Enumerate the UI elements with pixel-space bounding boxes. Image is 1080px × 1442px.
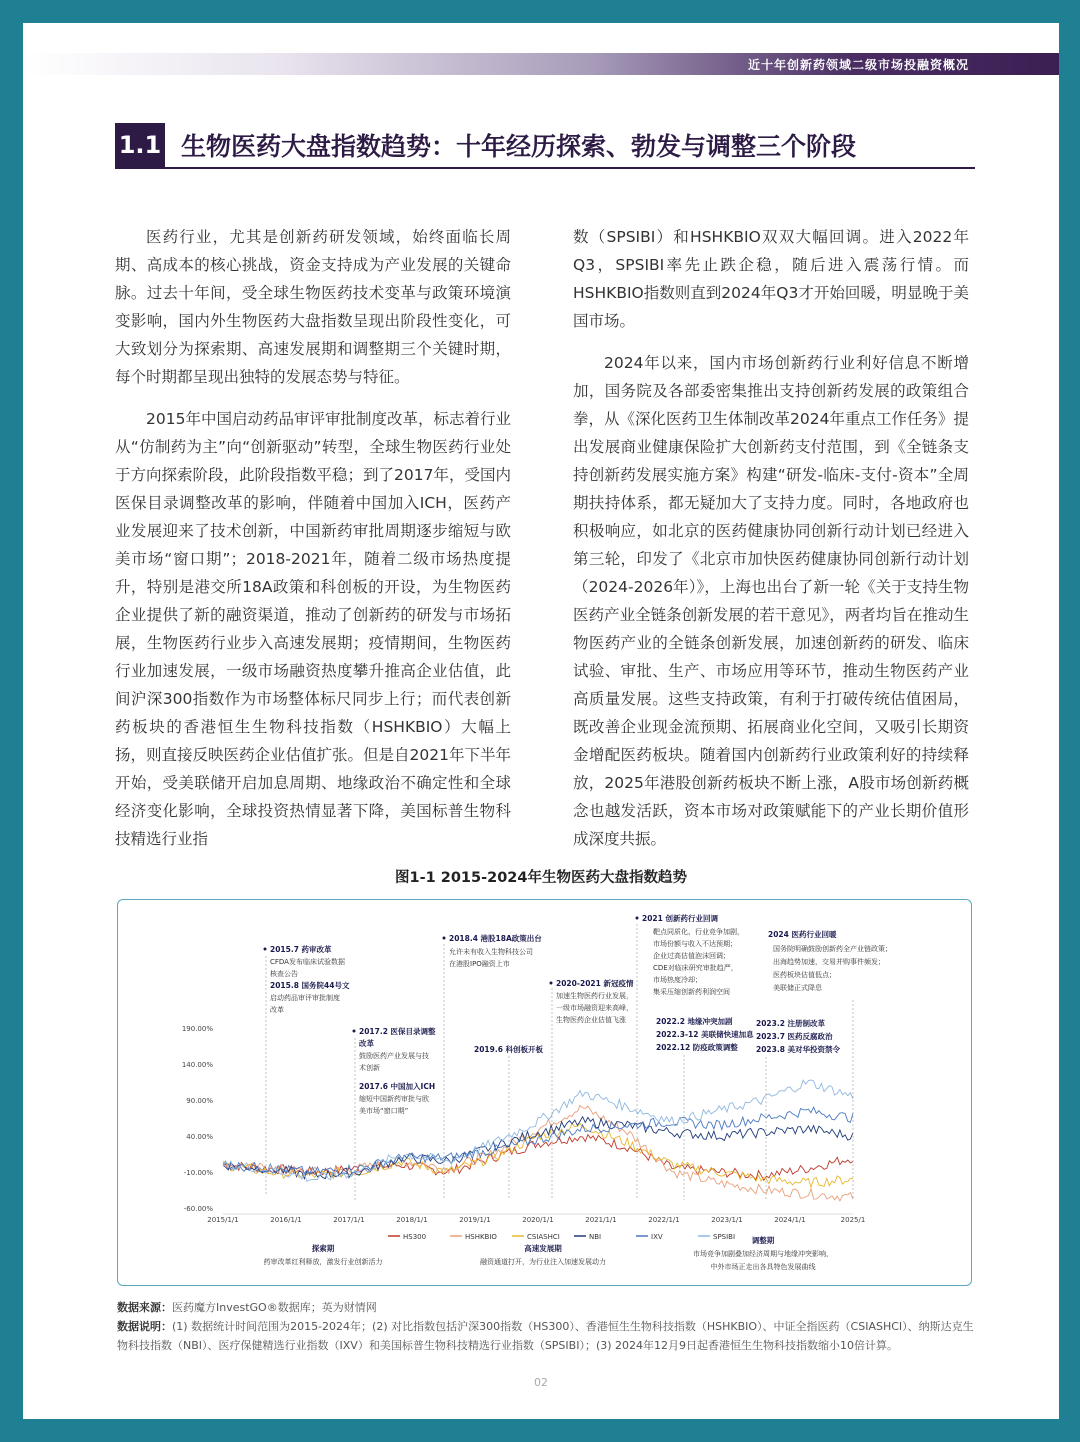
annotation: 出海趋势加速，交易并购事件频发； <box>773 958 885 966</box>
paragraph: 2024年以来，国内市场创新药行业利好信息不断增加，国务院及各部委密集推出支持创新药发展的政策组合拳，从《深化医药卫生体制改革2024年重点工作任务》提出发展商业健康保险扩大创新药支付范围，到《全链条支持创新药发展实施方案》构建“研发-临床-支付-资本”全周期扶持体系，都无疑加大了支持力度。同时，各地政府也积极响应，如北京的医药健康协同创新行动计划已经进入第三轮，印发了《北京市加快医药健康协同创新行动计划（2024-2026年）》，上海也出台了新一轮《关于支持生物医药产业全链条创新发展的若干意见》，两者均旨在推动生物医药产业的全链条创新发展，加速创新药的研发、临床试验、审批、生产、市场应用等环节，推动生物医药产业高质量发展。这些支持政策，有利于打破传统估值困局，既改善企业现金流预期、拓展商业化空间，又吸引长期资金增配医药板块。随着国内创新药行业政策利好的持续释放，2025年港股创新药板块不断上涨，A股市场创新药概念也越发活跃，资本市场对政策赋能下的产业长期价值形成深度共振。 <box>573 354 969 848</box>
annotation: 2023.8 美对华投资禁令 <box>756 1045 841 1054</box>
annotation: 2021 创新药行业回调 <box>642 914 718 923</box>
note-label: 数据来源： <box>117 1301 172 1314</box>
header-title: 近十年创新药领域二级市场投融资概况 <box>747 58 969 72</box>
series-line-hshkbio <box>223 1105 853 1201</box>
x-tick-label: 2016/1/1 <box>270 1216 302 1224</box>
annotation: 核查公告 <box>270 970 298 978</box>
phase-title: 调整期 <box>751 1236 775 1245</box>
phase-desc: 融资通道打开，为行业注入加速发展动力 <box>480 1258 606 1266</box>
x-tick-label: 2017/1/1 <box>333 1216 365 1224</box>
legend-label: CSIASHCI <box>527 1233 560 1241</box>
annotation: 2015.7 药审改革 <box>270 945 332 954</box>
annotation: 国务院明确鼓励创新药全产业链政策； <box>773 945 892 953</box>
annotation: 医药板块估值低点； <box>773 971 836 979</box>
annotation: 一级市场融资迎来高峰， <box>556 1004 633 1012</box>
paragraph: 数（SPSIBI）和HSHKBIO双双大幅回调。进入2022年Q3，SPSIBI率先止跌企稳，随后进入震荡行情。而HSHKBIO指数则直到2024年Q3才开始回暖，明显晚于美国市场。 <box>573 228 969 330</box>
annotation: 2022.12 防疫政策调整 <box>656 1043 738 1052</box>
data-source-note <box>117 1298 977 1317</box>
annotations <box>264 913 893 1200</box>
chart-container <box>117 899 972 1286</box>
note-text: 医药魔方InvestGO®数据库；英为财情网 <box>172 1301 377 1314</box>
phase-title: 高速发展期 <box>524 1244 562 1253</box>
y-tick-label: -10.00% <box>183 1169 213 1177</box>
paragraph: 医药行业，尤其是创新药研发领域，始终面临长周期、高成本的核心挑战，资金支持成为产业发展的关键命脉。过去十年间，受全球生物医药技术变革与政策环境演变影响，国内外生物医药大盘指数呈现出阶段性变化，可大致划分为探索期、高速发展期和调整期三个关键时期，每个时期都呈现出独特的发展态势与特征。 <box>115 228 511 386</box>
x-tick-label: 2024/1/1 <box>774 1216 806 1224</box>
page <box>23 23 1059 1419</box>
x-tick-label: 2018/1/1 <box>396 1216 428 1224</box>
x-tick-label: 2022/1/1 <box>648 1216 680 1224</box>
x-tick-label: 2015/1/1 <box>207 1216 239 1224</box>
annotation: CDE对临床研究审批趋严， <box>653 964 738 972</box>
annotation: CFDA发布临床试验数据 <box>270 958 345 966</box>
note-label: 数据说明： <box>117 1320 172 1333</box>
annotation: 美市场“窗口期” <box>359 1107 409 1115</box>
annotation: 允许未有收入生物科技公司 <box>449 948 533 956</box>
annotation: 2023.7 医药反腐政治 <box>756 1032 833 1041</box>
y-tick-label: 140.00% <box>181 1061 213 1069</box>
annotation: 启动药品审评审批制度 <box>270 994 340 1002</box>
x-tick-label: 2023/1/1 <box>711 1216 743 1224</box>
figure-title: 图1-1 2015-2024年生物医药大盘指数趋势 <box>395 870 687 886</box>
annotation: 2024 医药行业回暖 <box>768 930 837 939</box>
phase-desc: 药审改革红利释放，激发行业创新活力 <box>263 1258 383 1266</box>
annotation: 术创新 <box>359 1064 380 1072</box>
annotation: 鼓励医药产业发展与技 <box>359 1052 429 1060</box>
chart-legend <box>388 1233 735 1241</box>
annotation: 靶点同质化、行业竞争加剧， <box>653 928 744 936</box>
phase-desc: 中外市场正走出各具特色发展曲线 <box>710 1263 816 1271</box>
phase-title: 探索期 <box>311 1244 335 1253</box>
annotation: 在港股IPO融资上市 <box>449 960 510 968</box>
y-tick-label: 190.00% <box>181 1025 213 1033</box>
annotation: 2017.2 医保目录调整 <box>359 1027 436 1036</box>
annotation: 2022.2 地缘冲突加剧 <box>656 1017 733 1026</box>
annotation: 2017.6 中国加入ICH <box>359 1082 436 1091</box>
annotation: 2018.4 港股18A政策出台 <box>449 934 542 943</box>
annotation: 美联储正式降息 <box>773 984 822 992</box>
annotation: 企业过高估值泡沫回调； <box>653 952 730 960</box>
series-line-nbi <box>223 1117 853 1179</box>
phase-desc: 市场竞争加剧叠加经济周期与地缘冲突影响， <box>693 1250 833 1258</box>
annotation: 市场份额与收入不达预期； <box>653 940 737 948</box>
annotation: 改革 <box>359 1039 374 1048</box>
legend-label: SPSIBI <box>713 1233 736 1241</box>
paragraph: 2015年中国启动药品审评审批制度改革，标志着行业从“仿制药为主”向“创新驱动”转型，全球生物医药行业处于方向探索阶段，此阶段指数平稳；到了2017年，受国内医保目录调整改革的影响，伴随着中国加入ICH，医药产业发展迎来了技术创新，中国新药审批周期逐步缩短与欧美市场“窗口期”；2018-2021年，随着二级市场热度提升，特别是港交所18A政策和科创板的开设，为生物医药企业提供了新的融资渠道，推动了创新药的研发与市场拓展，生物医药行业步入高速发展期；疫情期间，生物医药行业加速发展，一级市场融资热度攀升推高企业估值，此间沪深300指数作为市场整体标尺同步上行；而代表创新药板块的香港恒生生物科技指数（HSHKBIO）大幅上扬，则直接反映医药企业估值扩张。但是自2021年下半年开始，受美联储开启加息周期、地缘政治不确定性和全球经济变化影响，全球投资热情显著下降，美国标普生物科技精选行业指 <box>115 410 511 848</box>
y-tick-label: 40.00% <box>186 1133 213 1141</box>
body-left-column <box>115 223 511 853</box>
section-title: 生物医药大盘指数趋势：十年经历探索、勃发与调整三个阶段 <box>181 132 857 161</box>
annotation: 加速生物医药行业发展， <box>556 992 633 1000</box>
y-tick-label: 90.00% <box>186 1097 213 1105</box>
data-description-note <box>117 1317 977 1355</box>
annotation: 2019.6 科创板开板 <box>474 1045 544 1054</box>
body-right-column <box>573 223 969 853</box>
annotation: 改革 <box>270 1006 284 1014</box>
page-number: 02 <box>534 1376 548 1389</box>
series-line-hs300 <box>223 1135 853 1181</box>
y-tick-label: -60.00% <box>183 1205 213 1213</box>
legend-label: NBI <box>589 1233 602 1241</box>
annotation: 生物医药企业估值飞涨 <box>556 1016 626 1024</box>
note-text: (1) 数据统计时间范围为2015-2024年；(2) 对比指数包括沪深300指数（HS300）、香港恒生生物科技指数（HSHKBIO）、中证全指医药（CSIASHCI）、纳斯达克生物科技指数（NBI）、医疗保健精选行业指数（IXV）和美国标普生物科技精选行业指数（SPSIBI）；(3) 2024年12月9日起香港恒生生物科技指数缩小10倍计算。 <box>117 1320 974 1352</box>
annotation: 缩短中国新药审批与欧 <box>359 1095 429 1103</box>
legend-label: HS300 <box>403 1233 427 1241</box>
annotation: 2022.3-12 美联储快速加息 <box>656 1030 754 1039</box>
annotation: 2023.2 注册制改革 <box>756 1019 826 1028</box>
line-chart <box>118 900 971 1285</box>
annotation: 2020-2021 新冠疫情 <box>556 979 634 988</box>
legend-label: IXV <box>651 1233 663 1241</box>
x-tick-label: 2021/1/1 <box>585 1216 617 1224</box>
annotation: 市场热度冷却； <box>653 976 702 984</box>
x-tick-label: 2025/1 <box>840 1216 866 1224</box>
section-number: 1.1 <box>115 123 165 167</box>
x-tick-label: 2019/1/1 <box>459 1216 491 1224</box>
legend-label: HSHKBIO <box>465 1233 497 1241</box>
x-tick-label: 2020/1/1 <box>522 1216 554 1224</box>
annotation: 2015.8 国务院44号文 <box>270 981 350 990</box>
section-heading <box>115 123 975 169</box>
annotation: 集采压缩创新药利润空间 <box>653 988 730 996</box>
